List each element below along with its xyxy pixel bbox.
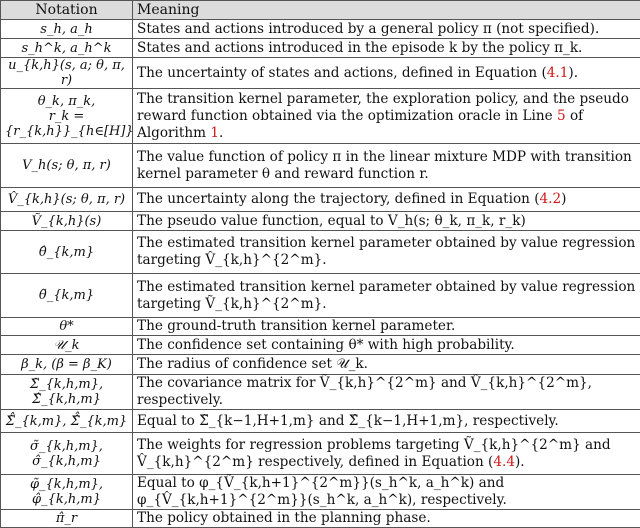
meaning-text: . <box>219 125 223 141</box>
meaning-cell: The estimated transition kernel parameter obtained by value regression targeting V̂_{k,h}^{2^m}. <box>133 231 640 274</box>
line-ref-link[interactable]: 5 <box>557 108 566 124</box>
table-row <box>1 89 640 144</box>
notation-cell: s_h, a_h <box>1 20 133 39</box>
meaning-cell: States and actions introduced in the episode k by the policy π_k. <box>133 39 640 58</box>
notation-cell: φ̃_{k,h,m}, φ̂_{k,h,m} <box>1 475 133 510</box>
table-row <box>1 475 640 510</box>
notation-cell: 𝒰_k <box>1 336 133 355</box>
meaning-text: ). <box>515 454 525 470</box>
meaning-cell <box>133 433 640 475</box>
meaning-cell: Equal to φ_{Ṽ_{k,h+1}^{2^m}}(s_h^k, a_h^k) and φ_{V̂_{k,h+1}^{2^m}}(s_h^k, a_h^k), respectively. <box>133 475 640 510</box>
table-row <box>1 39 640 58</box>
algorithm-ref-link[interactable]: 1 <box>210 125 219 141</box>
notation-cell: β_k, (β = β_K) <box>1 355 133 375</box>
notation-cell: Ṽ_{k,h}(s) <box>1 212 133 231</box>
notation-cell: V_h(s; θ, π, r) <box>1 144 133 188</box>
meaning-text: of Algorithm <box>137 108 583 141</box>
meaning-text: ) <box>561 191 566 207</box>
table-row <box>1 20 640 39</box>
table-row <box>1 410 640 433</box>
table-row <box>1 433 640 475</box>
meaning-cell: The value function of policy π in the linear mixture MDP with transition kernel parameter θ and reward function r. <box>133 144 640 188</box>
header-notation: Notation <box>1 1 133 20</box>
meaning-cell: The ground-truth transition kernel parameter. <box>133 318 640 336</box>
notation-cell: π̂_r <box>1 510 133 528</box>
header-meaning: Meaning <box>133 1 640 20</box>
meaning-cell <box>133 58 640 89</box>
meaning-cell: The covariance matrix for Ṽ_{k,h}^{2^m} and V̂_{k,h}^{2^m}, respectively. <box>133 375 640 410</box>
notation-cell: θ_k, π_k, r_k = {r_{k,h}}_{h∈[H]} <box>1 89 133 144</box>
equation-ref-link[interactable]: 4.1 <box>547 65 569 81</box>
meaning-cell <box>133 89 640 144</box>
table-row <box>1 375 640 410</box>
meaning-cell: The pseudo value function, equal to V_h(s; θ_k, π_k, r_k) <box>133 212 640 231</box>
meaning-cell: The policy obtained in the planning phase. <box>133 510 640 528</box>
notation-cell: u_{k,h}(s, a; θ, π, r) <box>1 58 133 89</box>
notation-cell: s_h^k, a_h^k <box>1 39 133 58</box>
notation-cell: θ̂_{k,m} <box>1 231 133 274</box>
notation-cell: V̂_{k,h}(s; θ, π, r) <box>1 188 133 212</box>
meaning-text: The transition kernel parameter, the exploration policy, and the pseudo reward function obtained via the optimization oracle in Line <box>137 91 629 124</box>
table-row <box>1 188 640 212</box>
table-row <box>1 336 640 355</box>
notation-cell: σ̃_{k,h,m}, σ̂_{k,h,m} <box>1 433 133 475</box>
table-row <box>1 212 640 231</box>
table-row <box>1 231 640 274</box>
meaning-text: The uncertainty along the trajectory, defined in Equation ( <box>137 191 540 207</box>
notation-cell: θ* <box>1 318 133 336</box>
notation-cell: Σ̃̂_{k,m}, Σ̂̂_{k,m} <box>1 410 133 433</box>
meaning-cell: The confidence set containing θ* with high probability. <box>133 336 640 355</box>
meaning-cell: Equal to Σ̃_{k−1,H+1,m} and Σ̂_{k−1,H+1,m}, respectively. <box>133 410 640 433</box>
equation-ref-link[interactable]: 4.2 <box>540 191 562 207</box>
notation-cell: Σ̃_{k,h,m}, Σ̂_{k,h,m} <box>1 375 133 410</box>
table-row <box>1 144 640 188</box>
table-row <box>1 274 640 318</box>
table-row <box>1 58 640 89</box>
meaning-cell: The estimated transition kernel parameter obtained by value regression targeting Ṽ_{k,h}^{2^m}. <box>133 274 640 318</box>
table-header-row <box>1 1 640 20</box>
table-row <box>1 355 640 375</box>
equation-ref-link[interactable]: 4.4 <box>493 454 515 470</box>
meaning-text: The uncertainty of states and actions, defined in Equation ( <box>137 65 547 81</box>
meaning-cell <box>133 188 640 212</box>
meaning-cell: States and actions introduced by a general policy π (not specified). <box>133 20 640 39</box>
table-row <box>1 318 640 336</box>
meaning-text: The weights for regression problems targeting Ṽ_{k,h}^{2^m} and V̂_{k,h}^{2^m} respectively, defined in Equation ( <box>137 437 611 470</box>
meaning-text: ). <box>568 65 578 81</box>
table-row <box>1 510 640 528</box>
notation-cell: θ̃_{k,m} <box>1 274 133 318</box>
meaning-cell: The radius of confidence set 𝒰_k. <box>133 355 640 375</box>
